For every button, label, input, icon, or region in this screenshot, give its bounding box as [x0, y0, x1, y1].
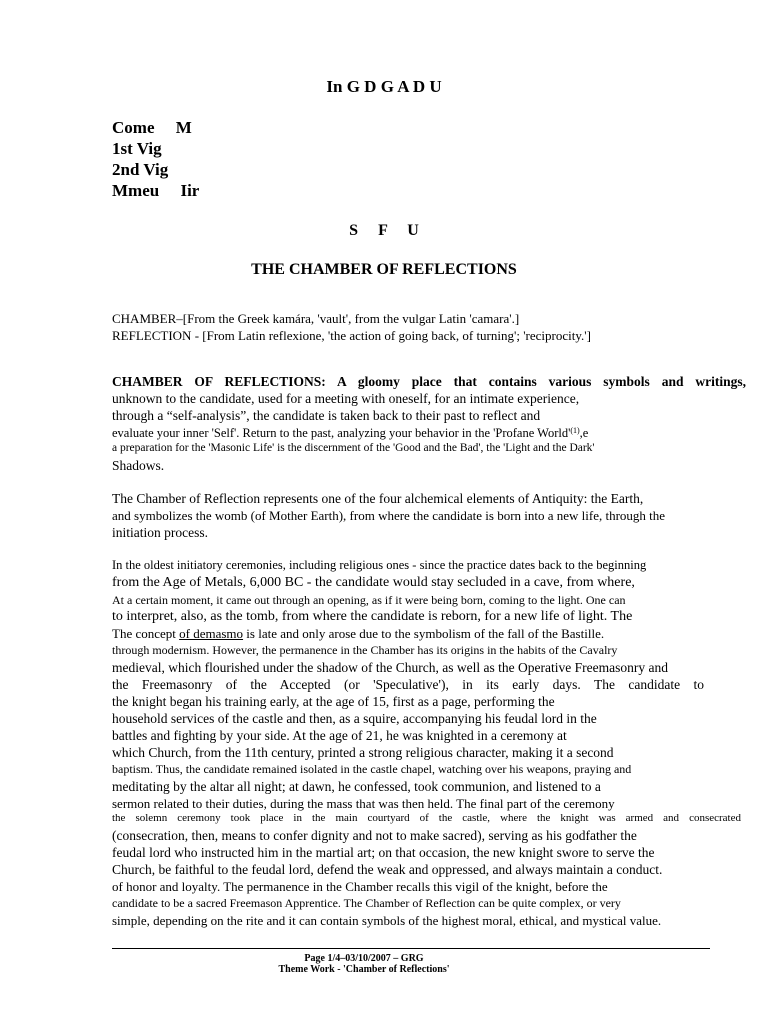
footer-divider — [112, 948, 710, 949]
p3-line: candidate to be a sacred Freemason Apprentice. The Chamber of Reflection can be quite complex, or very — [112, 896, 621, 910]
salutation-line: 2nd Vig — [112, 160, 169, 179]
p3-line: The concept of demasmo is late and only arose due to the symbolism of the fall of the Bastille. — [112, 626, 605, 641]
page-header-title: In G D G A D U — [326, 77, 442, 96]
p1-bold-lead: CHAMBER OF REFLECTIONS: A gloomy place that contains various symbols and writings, — [112, 374, 746, 389]
p3-line: of honor and loyalty. The permanence in the Chamber recalls this vigil of the knight, before the — [112, 879, 608, 894]
p3-line: the solemn ceremony took place in the main courtyard of the castle, where the knight was armed and consecrated — [112, 812, 741, 824]
p1-line: a preparation for the 'Masonic Life' is the discernment of the 'Good and the Bad', the 'Light and the Dark' — [112, 442, 595, 454]
p3-line: through modernism. However, the permanence in the Chamber has its origins in the habits of the Cavalry — [112, 643, 618, 657]
footnote-mark: (1) — [570, 426, 580, 435]
p3-line: battles and fighting by your side. At the age of 21, he was knighted in a ceremony at — [112, 728, 567, 743]
definition-chamber: CHAMBER–[From the Greek kamára, 'vault', from the vulgar Latin 'camara'.] — [112, 311, 520, 326]
footer-theme: Theme Work - 'Chamber of Reflections' — [278, 964, 450, 975]
p3-line: medieval, which flourished under the shadow of the Church, as well as the Operative Freemasonry and — [112, 660, 668, 675]
p3-line: At a certain moment, it came out through an opening, as if it were being born, coming to the light. One can — [112, 593, 626, 607]
p3-line: the knight began his training early, at the age of 15, first as a page, performing the — [112, 694, 555, 709]
main-title: THE CHAMBER OF REFLECTIONS — [251, 261, 517, 278]
p2-line: and symbolizes the womb (of Mother Earth), from where the candidate is born into a new life, through the — [112, 508, 666, 523]
p3-line: (consecration, then, means to confer dignity and not to make sacred), serving as his godfather the — [112, 828, 637, 843]
definition-reflection: REFLECTION - [From Latin reflexione, 'the action of going back, of turning'; 'reciprocity.'] — [112, 328, 591, 343]
p3-line: feudal lord who instructed him in the martial art; on that occasion, the new knight swore to serve the — [112, 845, 655, 860]
salutation-line: 1st Vig — [112, 139, 162, 158]
p3-line: from the Age of Metals, 6,000 BC - the candidate would stay secluded in a cave, from where, — [112, 575, 635, 590]
salutation-line: Mmeu Iir — [112, 181, 200, 200]
p3-line: meditating by the altar all night; at dawn, he confessed, took communion, and listened to a — [112, 779, 601, 794]
p3-line: to interpret, also, as the tomb, from where the candidate is reborn, for a new life of light. The — [112, 609, 633, 624]
p3-line: household services of the castle and then, as a squire, accompanying his feudal lord in the — [112, 711, 597, 726]
p1-line: unknown to the candidate, used for a meeting with oneself, for an intimate experience, — [112, 391, 580, 406]
p1-line: through a “self-analysis”, the candidate is taken back to their past to reflect and — [112, 408, 541, 423]
p2-line: The Chamber of Reflection represents one of the four alchemical elements of Antiquity: the Earth, — [112, 491, 644, 506]
p3-line: In the oldest initiatory ceremonies, including religious ones - since the practice dates back to the beginning — [112, 558, 647, 572]
p3-line: sermon related to their duties, during the mass that was then held. The final part of the ceremony — [112, 796, 615, 811]
p3-line: Church, be faithful to the feudal lord, defend the weak and oppressed, and always maintain a conduct. — [112, 862, 663, 877]
sfu-heading: S F U — [349, 222, 419, 239]
underlined-term: of demasmo — [179, 626, 244, 641]
p3-line: the Freemasonry of the Accepted (or 'Speculative'), in its early days. The candidate to — [112, 677, 704, 692]
salutation-line: Come M — [112, 118, 192, 137]
p2-line: initiation process. — [112, 525, 208, 540]
p3-line: simple, depending on the rite and it can contain symbols of the highest moral, ethical, and mystical value. — [112, 913, 662, 928]
p3-line: baptism. Thus, the candidate remained isolated in the castle chapel, watching over his weapons, praying and — [112, 762, 632, 776]
footer-page-info: Page 1/4–03/10/2007 – GRG — [304, 953, 424, 964]
p1-line: Shadows. — [112, 458, 165, 473]
p1-line: evaluate your inner 'Self'. Return to the past, analyzing your behavior in the 'Profane $World'^{(1)},e$ — [112, 426, 589, 440]
p3-line: which Church, from the 11th century, printed a strong religious character, making it a second — [112, 745, 614, 760]
